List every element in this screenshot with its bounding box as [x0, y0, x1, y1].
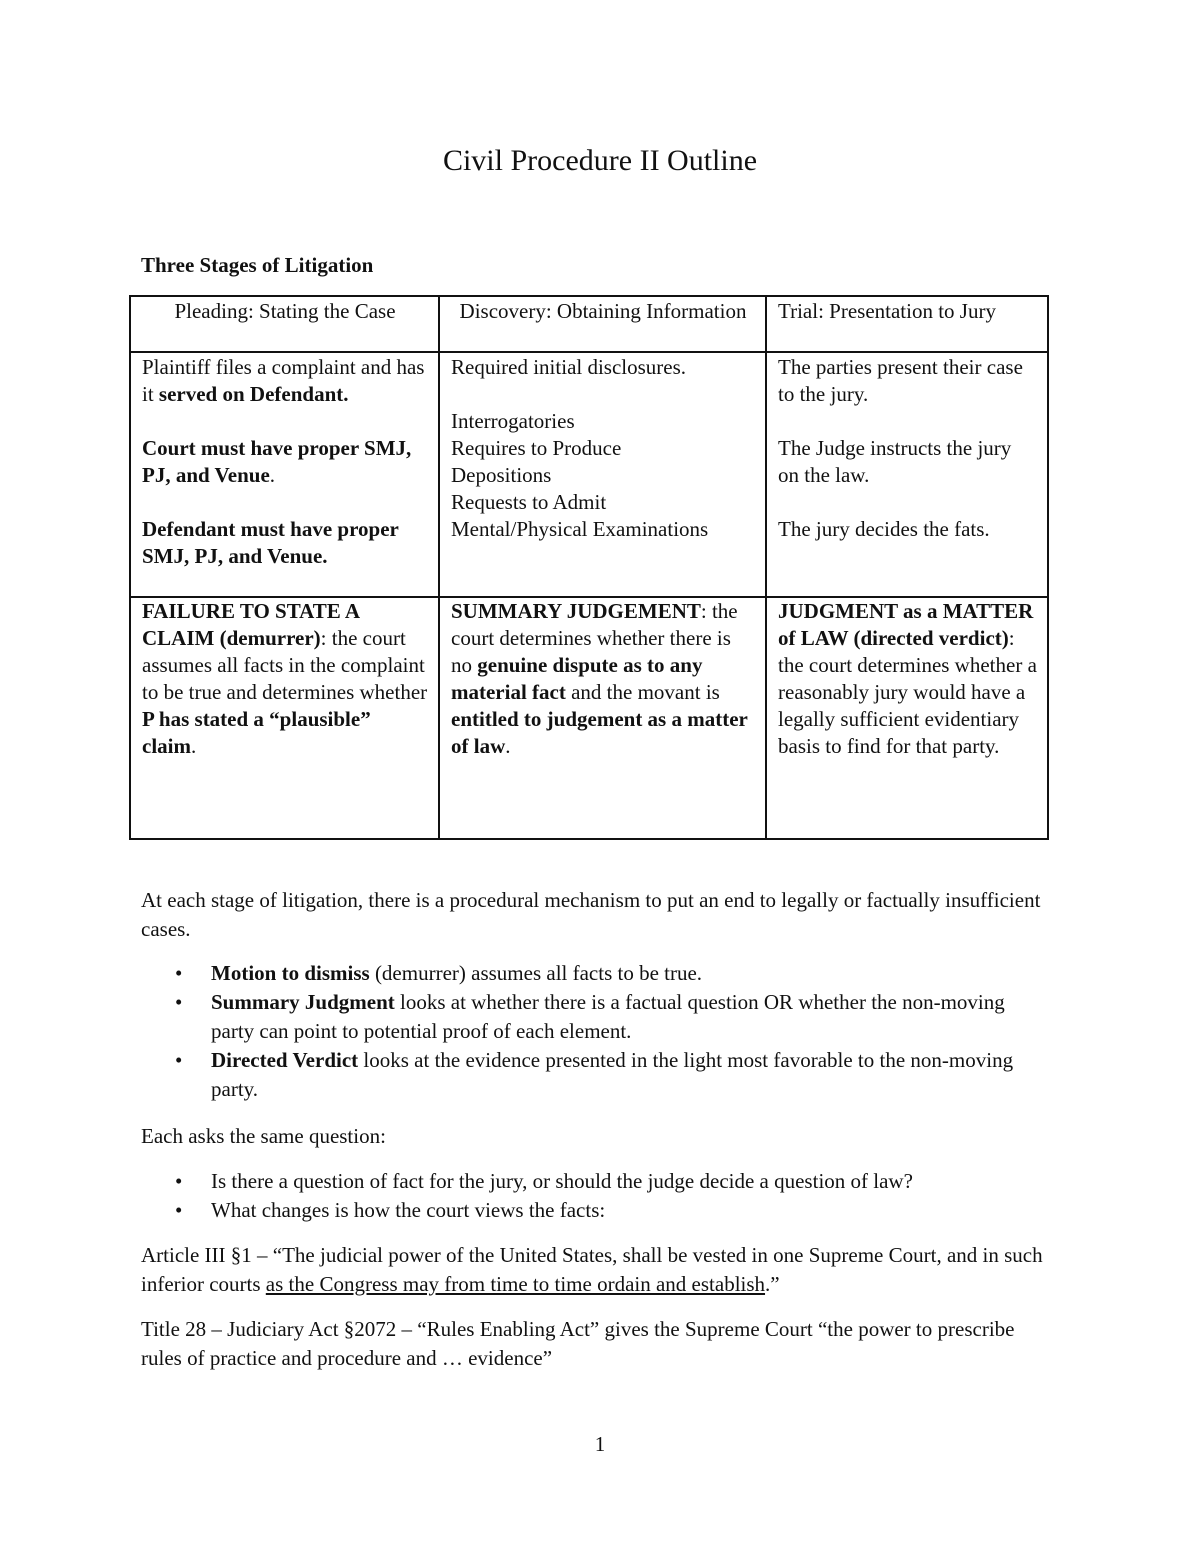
- trial-cell: [766, 352, 1048, 597]
- list-item: • What changes is how the court views the facts:: [141, 1196, 1051, 1225]
- discovery-item: Requests to Admit: [451, 490, 607, 514]
- header-trial: Trial: Presentation to Jury: [766, 296, 1048, 352]
- bullet-icon: •: [175, 1169, 183, 1193]
- pleading-defendant-requirement: Defendant must have proper SMJ, PJ, and Venue.: [142, 517, 399, 568]
- discovery-item: Interrogatories: [451, 409, 575, 433]
- same-question-paragraph: Each asks the same question:: [141, 1124, 386, 1148]
- discovery-cell: [439, 352, 766, 597]
- bullet-icon: •: [175, 1198, 183, 1222]
- list-item: • Directed Verdict looks at the evidence presented in the light most favorable to the non-moving party.: [175, 1048, 1014, 1101]
- table-header-row: [130, 296, 1048, 352]
- mechanism-list: [141, 959, 1051, 1104]
- summary-judgement-cell: SUMMARY JUDGEMENT: the court determines whether there is no genuine dispute as to any material fact and the movant is entitled to judgement as a matter of law.: [439, 597, 766, 839]
- page-title: Civil Procedure II Outline: [442, 144, 758, 177]
- list-item: • Motion to dismiss (demurrer) assumes all facts to be true.: [141, 959, 1051, 988]
- table-row: [130, 597, 1048, 839]
- bullet-icon: •: [175, 1048, 183, 1072]
- list-item: • Is there a question of fact for the jury, or should the judge decide a question of law?: [141, 1167, 1051, 1196]
- article-iii-paragraph: Article III §1 – “The judicial power of the United States, shall be vested in one Supreme Court, and in such inferior courts as the Congress may from time to time ordain and establish.”: [141, 1243, 1043, 1296]
- jmol-cell: JUDGMENT as a MATTER of LAW (directed verdict): the court determines whether a reasonably jury would have a legally sufficient evidentiary basis to find for that party.: [766, 597, 1048, 839]
- discovery-item: Requires to Produce: [451, 436, 622, 460]
- failure-to-state-claim-cell: FAILURE TO STATE A CLAIM (demurrer): the court assumes all facts in the complaint to be true and determines whether P has stated a “plausible” claim.: [130, 597, 439, 839]
- table-row: [130, 352, 1048, 597]
- header-pleading: Pleading: Stating the Case: [130, 296, 439, 352]
- trial-item: The Judge instructs the jury on the law.: [778, 436, 1012, 487]
- discovery-item: Depositions: [451, 463, 552, 487]
- bullet-icon: •: [175, 961, 183, 985]
- page-number: 1: [594, 1432, 606, 1456]
- pleading-complaint-text: Plaintiff files a complaint and has it served on Defendant.: [142, 355, 425, 406]
- question-list: [141, 1167, 1051, 1225]
- trial-item: The jury decides the fats.: [778, 517, 990, 541]
- list-item: • Summary Judgment looks at whether there is a factual question OR whether the non-moving party can point to potential proof of each element.: [175, 990, 1005, 1043]
- intro-paragraph: At each stage of litigation, there is a procedural mechanism to put an end to legally or factually insufficient cases.: [141, 888, 1041, 941]
- pleading-cell: [130, 352, 439, 597]
- discovery-initial-disclosures: Required initial disclosures.: [451, 355, 687, 379]
- trial-item: The parties present their case to the jury.: [778, 355, 1023, 406]
- pleading-court-requirement: Court must have proper SMJ, PJ, and Venue.: [142, 436, 412, 487]
- section-heading: Three Stages of Litigation: [141, 253, 374, 277]
- litigation-stages-table: [129, 295, 1049, 840]
- bullet-icon: •: [175, 990, 183, 1014]
- header-discovery: Discovery: Obtaining Information: [439, 296, 766, 352]
- discovery-item: Mental/Physical Examinations: [451, 517, 709, 541]
- title-28-paragraph: Title 28 – Judiciary Act §2072 – “Rules Enabling Act” gives the Supreme Court “the power to prescribe rules of practice and procedure and … evidence”: [141, 1317, 1015, 1370]
